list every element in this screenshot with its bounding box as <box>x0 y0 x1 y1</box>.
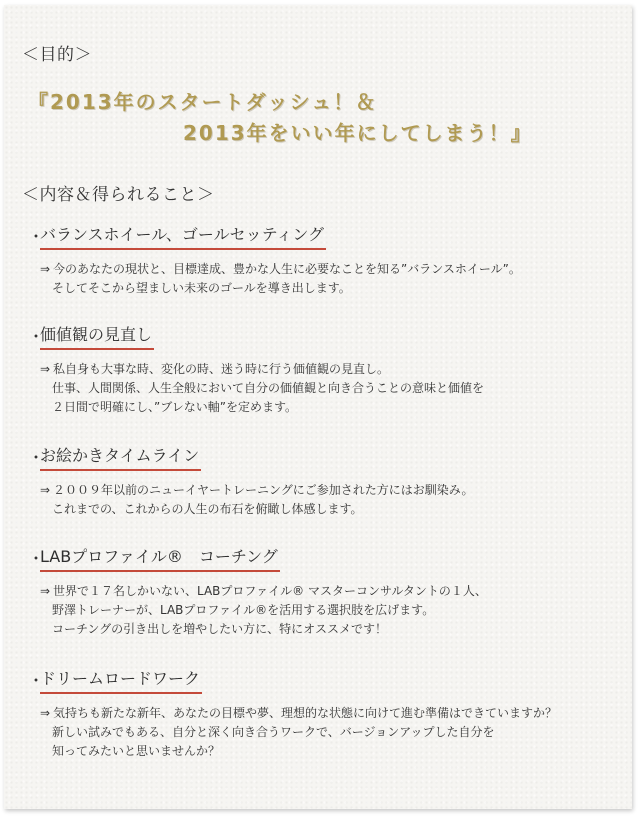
section-values <box>28 322 618 417</box>
section-description <box>28 704 618 761</box>
section-head <box>28 443 618 469</box>
section-head <box>28 544 618 570</box>
section-title: お絵かきタイムライン <box>40 443 201 471</box>
description-line: 仕事、人間関係、人生全般において自分の価値観と向き合うことの意味と価値を <box>52 381 485 395</box>
section-head <box>28 666 618 692</box>
description-text: 気持ちも新たな新年、あなたの目標や夢、理想的な状態に向けて進む準備はできていますか？ <box>53 706 558 720</box>
description-text: 今のあなたの現状と、目標達成、豊かな人生に必要なことを知る”バランスホイール”。 <box>53 262 521 276</box>
section-timeline <box>28 443 618 519</box>
description-line <box>40 260 618 279</box>
description-line <box>40 481 618 500</box>
description-line <box>40 704 618 723</box>
bullet-mark: ・ <box>28 327 45 346</box>
description-text: ２００９年以前のニューイヤートレーニングにご参加された方にはお馴染み。 <box>53 483 474 497</box>
description-line: ２日間で明確にし、”ブレない軸”を定めます。 <box>52 400 297 414</box>
section-title: LABプロファイル® コーチング <box>40 544 280 572</box>
headline-line-2: 2013年をいい年にしてしまう！』 <box>183 121 533 145</box>
arrow-icon: ⇒ <box>40 262 51 276</box>
section-head <box>28 322 618 348</box>
description-line: これまでの、これからの人生の布石を俯瞰し体感します。 <box>52 502 363 516</box>
bullet-mark: ・ <box>28 227 45 246</box>
section-title: 価値観の見直し <box>40 322 154 350</box>
section-balance-wheel <box>28 222 618 298</box>
arrow-icon: ⇒ <box>40 584 51 598</box>
description-line: 知ってみたいと思いませんか？ <box>52 744 221 758</box>
description-line: 野澤トレーナーが、LABプロファイル®を活用する選択肢を広げます。 <box>52 603 435 617</box>
description-line <box>40 582 618 601</box>
description-text: 私自身も大事な時、変化の時、迷う時に行う価値観の見直し。 <box>53 362 390 376</box>
section-dream-road-work <box>28 666 618 761</box>
section-title: ドリームロードワーク <box>40 666 202 694</box>
description-line: そしてそこから望ましい未来のゴールを導き出します。 <box>52 281 351 295</box>
section-description <box>28 260 618 298</box>
section-title: バランスホイール、ゴールセッティング <box>40 222 326 250</box>
bullet-mark: ・ <box>28 671 45 690</box>
arrow-icon: ⇒ <box>40 362 51 376</box>
purpose-heading: ＜目的＞ <box>22 45 92 65</box>
section-description <box>28 481 618 519</box>
section-head <box>28 222 618 248</box>
content-heading: ＜内容＆得られること＞ <box>22 185 215 205</box>
section-description <box>28 360 618 417</box>
bullet-mark: ・ <box>28 448 45 467</box>
section-description <box>28 582 618 639</box>
description-line: 新しい試みでもある、自分と深く向き合うワークで、バージョンアップした自分を <box>52 725 495 739</box>
arrow-icon: ⇒ <box>40 483 51 497</box>
section-lab-profile <box>28 544 618 639</box>
headline-line-1: 『2013年のスタートダッシュ！＆ <box>28 90 378 114</box>
bullet-mark: ・ <box>28 549 45 568</box>
description-line <box>40 360 618 379</box>
description-line: コーチングの引き出しを増やしたい方に、特にオススメです！ <box>52 622 388 636</box>
arrow-icon: ⇒ <box>40 706 51 720</box>
description-text: 世界で１７名しかいない、LABプロファイル® マスターコンサルタントの１人、 <box>53 584 487 598</box>
